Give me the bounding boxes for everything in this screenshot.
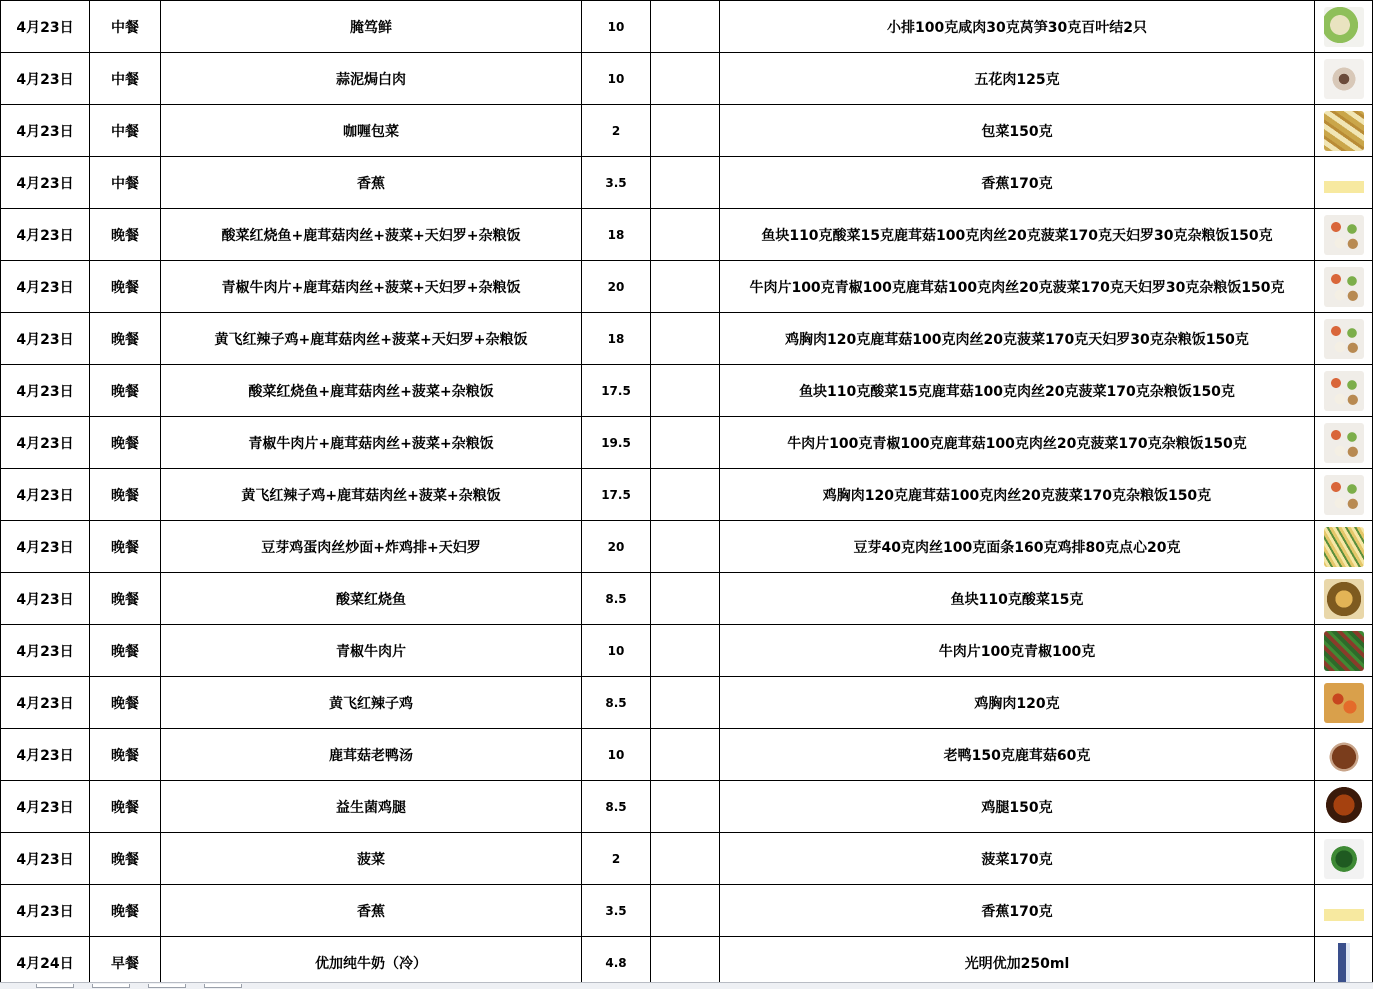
dish-name-cell[interactable]: 益生菌鸡腿 [161,781,582,833]
table-row [1,365,1373,417]
price-cell[interactable]: 17.5 [582,469,651,521]
note-cell[interactable] [651,105,720,157]
price-cell[interactable]: 20 [582,521,651,573]
bento-photo-icon [1324,215,1364,255]
meal-cell[interactable]: 晚餐 [90,833,161,885]
date-cell[interactable]: 4月23日 [1,781,90,833]
dish-name-cell[interactable]: 酸菜红烧鱼+鹿茸菇肉丝+菠菜+杂粮饭 [161,365,582,417]
bento-photo-icon [1324,371,1364,411]
meal-cell[interactable]: 晚餐 [90,677,161,729]
date-cell[interactable]: 4月23日 [1,1,90,53]
price-cell[interactable]: 3.5 [582,157,651,209]
milk-photo-icon [1324,943,1364,983]
table-row [1,1,1373,53]
price-cell[interactable]: 17.5 [582,365,651,417]
dish-name-cell[interactable]: 酸菜红烧鱼+鹿茸菇肉丝+菠菜+天妇罗+杂粮饭 [161,209,582,261]
ingredients-cell[interactable]: 牛肉片100克青椒100克鹿茸菇100克肉丝20克菠菜170克天妇罗30克杂粮饭150克 [720,261,1315,313]
meal-cell[interactable]: 晚餐 [90,313,161,365]
date-cell[interactable]: 4月23日 [1,417,90,469]
dish-name-cell[interactable]: 黄飞红辣子鸡+鹿茸菇肉丝+菠菜+杂粮饭 [161,469,582,521]
price-cell[interactable]: 2 [582,105,651,157]
price-cell[interactable]: 18 [582,209,651,261]
dish-name-cell[interactable]: 咖喱包菜 [161,105,582,157]
ingredients-cell[interactable]: 小排100克咸肉30克莴笋30克百叶结2只 [720,1,1315,53]
photo-cell[interactable] [1315,365,1373,417]
meal-cell[interactable]: 晚餐 [90,781,161,833]
photo-cell[interactable] [1315,937,1373,989]
photo-cell[interactable] [1315,677,1373,729]
soup-photo-icon [1324,735,1364,775]
table-row [1,469,1373,521]
table-row [1,417,1373,469]
dish-name-cell[interactable]: 黄飞红辣子鸡 [161,677,582,729]
bento-photo-icon [1324,267,1364,307]
photo-cell[interactable] [1315,781,1373,833]
table-row [1,781,1373,833]
note-cell[interactable] [651,469,720,521]
ingredients-cell[interactable]: 香蕉170克 [720,157,1315,209]
price-cell[interactable]: 18 [582,313,651,365]
date-cell[interactable]: 4月23日 [1,833,90,885]
meal-cell[interactable]: 晚餐 [90,625,161,677]
meal-cell[interactable]: 晚餐 [90,417,161,469]
ingredients-cell[interactable]: 鸡胸肉120克鹿茸菇100克肉丝20克菠菜170克天妇罗30克杂粮饭150克 [720,313,1315,365]
date-cell[interactable]: 4月23日 [1,209,90,261]
cabbage-photo-icon [1324,111,1364,151]
photo-cell[interactable] [1315,157,1373,209]
table-row [1,105,1373,157]
date-cell[interactable]: 4月23日 [1,53,90,105]
ingredients-cell[interactable]: 香蕉170克 [720,885,1315,937]
table-row [1,313,1373,365]
meal-cell[interactable]: 晚餐 [90,469,161,521]
table-row [1,521,1373,573]
dish-name-cell[interactable]: 蒜泥焗白肉 [161,53,582,105]
dish-name-cell[interactable]: 青椒牛肉片+鹿茸菇肉丝+菠菜+杂粮饭 [161,417,582,469]
table-row [1,677,1373,729]
note-cell[interactable] [651,417,720,469]
meal-cell[interactable]: 早餐 [90,937,161,989]
meal-cell[interactable]: 晚餐 [90,885,161,937]
photo-cell[interactable] [1315,625,1373,677]
ingredients-cell[interactable]: 老鸭150克鹿茸菇60克 [720,729,1315,781]
table-row [1,209,1373,261]
note-cell[interactable] [651,1,720,53]
dish-name-cell[interactable]: 香蕉 [161,885,582,937]
ingredients-cell[interactable]: 豆芽40克肉丝100克面条160克鸡排80克点心20克 [720,521,1315,573]
ingredients-cell[interactable]: 鸡胸肉120克鹿茸菇100克肉丝20克菠菜170克杂粮饭150克 [720,469,1315,521]
meal-cell[interactable]: 中餐 [90,157,161,209]
dish-name-cell[interactable]: 酸菜红烧鱼 [161,573,582,625]
photo-cell[interactable] [1315,833,1373,885]
price-cell[interactable]: 10 [582,625,651,677]
dish-name-cell[interactable]: 腌笃鲜 [161,1,582,53]
ingredients-cell[interactable]: 牛肉片100克青椒100克鹿茸菇100克肉丝20克菠菜170克杂粮饭150克 [720,417,1315,469]
meal-cell[interactable]: 中餐 [90,105,161,157]
beef-photo-icon [1324,631,1364,671]
noodle-photo-icon [1324,527,1364,567]
date-cell[interactable]: 4月23日 [1,105,90,157]
ingredients-cell[interactable]: 牛肉片100克青椒100克 [720,625,1315,677]
date-cell[interactable]: 4月23日 [1,157,90,209]
price-cell[interactable]: 10 [582,1,651,53]
banana-photo-icon [1324,891,1364,931]
menu-table-body [1,1,1373,989]
price-cell[interactable]: 10 [582,53,651,105]
table-row [1,53,1373,105]
drumstick-photo-icon [1324,787,1364,827]
table-row [1,833,1373,885]
date-cell[interactable]: 4月23日 [1,677,90,729]
date-cell[interactable]: 4月23日 [1,625,90,677]
sheet-tab[interactable] [36,984,74,988]
price-cell[interactable]: 10 [582,729,651,781]
date-cell[interactable]: 4月24日 [1,937,90,989]
photo-cell[interactable] [1315,573,1373,625]
dish-name-cell[interactable]: 鹿茸菇老鸭汤 [161,729,582,781]
chicken-photo-icon [1324,683,1364,723]
photo-cell[interactable] [1315,53,1373,105]
dish-name-cell[interactable]: 豆芽鸡蛋肉丝炒面+炸鸡排+天妇罗 [161,521,582,573]
date-cell[interactable]: 4月23日 [1,365,90,417]
sheet-tab[interactable] [204,984,242,988]
note-cell[interactable] [651,937,720,989]
note-cell[interactable] [651,261,720,313]
table-row [1,885,1373,937]
meal-cell[interactable]: 晚餐 [90,573,161,625]
table-row [1,937,1373,989]
ingredients-cell[interactable]: 包菜150克 [720,105,1315,157]
photo-cell[interactable] [1315,885,1373,937]
ingredients-cell[interactable]: 鱼块110克酸菜15克 [720,573,1315,625]
ingredients-cell[interactable]: 鸡腿150克 [720,781,1315,833]
date-cell[interactable]: 4月23日 [1,729,90,781]
photo-cell[interactable] [1315,261,1373,313]
note-cell[interactable] [651,521,720,573]
spinach-photo-icon [1324,839,1364,879]
photo-cell[interactable] [1315,521,1373,573]
note-cell[interactable] [651,209,720,261]
price-cell[interactable]: 4.8 [582,937,651,989]
meal-cell[interactable]: 中餐 [90,1,161,53]
note-cell[interactable] [651,729,720,781]
salad-photo-icon [1324,7,1364,47]
note-cell[interactable] [651,313,720,365]
note-cell[interactable] [651,833,720,885]
ingredients-cell[interactable]: 光明优加250ml [720,937,1315,989]
plate-photo-icon [1324,59,1364,99]
photo-cell[interactable] [1315,729,1373,781]
ingredients-cell[interactable]: 鱼块110克酸菜15克鹿茸菇100克肉丝20克菠菜170克杂粮饭150克 [720,365,1315,417]
photo-cell[interactable] [1315,469,1373,521]
price-cell[interactable]: 19.5 [582,417,651,469]
bento-photo-icon [1324,319,1364,359]
meal-cell[interactable]: 晚餐 [90,209,161,261]
date-cell[interactable]: 4月23日 [1,573,90,625]
date-cell[interactable]: 4月23日 [1,313,90,365]
date-cell[interactable]: 4月23日 [1,469,90,521]
ingredients-cell[interactable]: 五花肉125克 [720,53,1315,105]
meal-cell[interactable]: 晚餐 [90,365,161,417]
table-row [1,625,1373,677]
meal-cell[interactable]: 晚餐 [90,261,161,313]
table-row [1,261,1373,313]
fish-photo-icon [1324,579,1364,619]
bento-photo-icon [1324,423,1364,463]
price-cell[interactable]: 2 [582,833,651,885]
note-cell[interactable] [651,365,720,417]
note-cell[interactable] [651,885,720,937]
meal-cell[interactable]: 晚餐 [90,521,161,573]
dish-name-cell[interactable]: 香蕉 [161,157,582,209]
note-cell[interactable] [651,625,720,677]
meal-cell[interactable]: 中餐 [90,53,161,105]
photo-cell[interactable] [1315,209,1373,261]
date-cell[interactable]: 4月23日 [1,261,90,313]
note-cell[interactable] [651,53,720,105]
dish-name-cell[interactable]: 优加纯牛奶（冷） [161,937,582,989]
table-row [1,573,1373,625]
price-cell[interactable]: 8.5 [582,573,651,625]
photo-cell[interactable] [1315,1,1373,53]
photo-cell[interactable] [1315,417,1373,469]
date-cell[interactable]: 4月23日 [1,885,90,937]
ingredients-cell[interactable]: 鱼块110克酸菜15克鹿茸菇100克肉丝20克菠菜170克天妇罗30克杂粮饭150克 [720,209,1315,261]
ingredients-cell[interactable]: 鸡胸肉120克 [720,677,1315,729]
dish-name-cell[interactable]: 青椒牛肉片 [161,625,582,677]
meal-cell[interactable]: 晚餐 [90,729,161,781]
dish-name-cell[interactable]: 菠菜 [161,833,582,885]
table-row [1,729,1373,781]
bento-photo-icon [1324,475,1364,515]
price-cell[interactable]: 20 [582,261,651,313]
sheet-tab[interactable] [92,984,130,988]
dish-name-cell[interactable]: 黄飞红辣子鸡+鹿茸菇肉丝+菠菜+天妇罗+杂粮饭 [161,313,582,365]
note-cell[interactable] [651,573,720,625]
price-cell[interactable]: 8.5 [582,677,651,729]
price-cell[interactable]: 8.5 [582,781,651,833]
price-cell[interactable]: 3.5 [582,885,651,937]
dish-name-cell[interactable]: 青椒牛肉片+鹿茸菇肉丝+菠菜+天妇罗+杂粮饭 [161,261,582,313]
table-row [1,157,1373,209]
note-cell[interactable] [651,677,720,729]
photo-cell[interactable] [1315,313,1373,365]
photo-cell[interactable] [1315,105,1373,157]
ingredients-cell[interactable]: 菠菜170克 [720,833,1315,885]
date-cell[interactable]: 4月23日 [1,521,90,573]
note-cell[interactable] [651,781,720,833]
note-cell[interactable] [651,157,720,209]
sheet-tab[interactable] [148,984,186,988]
banana-photo-icon [1324,163,1364,203]
